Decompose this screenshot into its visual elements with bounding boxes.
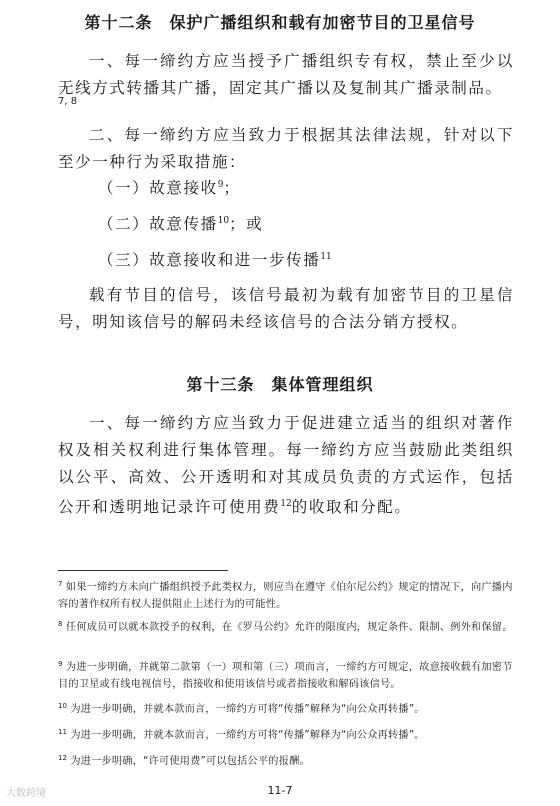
footnote-9 <box>58 656 520 693</box>
item-text: （三）故意接收和进一步传播 <box>98 251 321 269</box>
article-13-heading: 第十三条 集体管理组织 <box>186 375 374 394</box>
footnote-ref-10[interactable]: 10 <box>217 216 230 226</box>
footnote-number: 8 <box>58 620 63 628</box>
article-12-para-1: 一、每一缔约方应当授予广播组织专有权，禁止至少以无线方式转播其广播，固定其广播以及复制其广播录制品。 <box>58 52 514 97</box>
footnote-12 <box>58 750 520 770</box>
footnote-text: 任何成员可以就本款授予的权利，在《罗马公约》允许的限度内，规定条件、限制、例外和保留。 <box>65 622 513 633</box>
footnote-divider <box>58 570 228 571</box>
item-tail: ； <box>223 179 241 197</box>
footnote-ref-9[interactable]: 9 <box>217 180 224 190</box>
footnote-number: 9 <box>58 660 63 668</box>
article-12-heading: 第十二条 保护广播组织和载有加密节目的卫星信号 <box>84 13 476 32</box>
item-text: （一）故意接收 <box>98 179 218 197</box>
footnote-number: 7 <box>58 580 63 588</box>
footnote-ref-11[interactable]: 11 <box>320 252 332 262</box>
watermark: 大数跨境 <box>6 788 46 799</box>
article-13-para-1 <box>58 410 514 521</box>
footnote-number: 12 <box>58 754 67 762</box>
footnote-8 <box>58 616 520 636</box>
footnote-10 <box>58 698 520 718</box>
footnote-number: 10 <box>58 702 67 710</box>
item-text: （二）故意传播 <box>98 215 218 233</box>
footnote-text: 如果一缔约方未向广播组织授予此类权力，则应当在遵守《伯尔尼公约》规定的情况下，向广播内容的著作权所有权人提供阻止上述行为的可能性。 <box>58 582 513 610</box>
article-12-para-3: 载有节目的信号，该信号最初为载有加密节目的卫星信号，明知该信号的解码未经该信号的合法分销方授权。 <box>58 286 514 331</box>
footnote-7 <box>58 576 520 613</box>
footnote-text: 为进一步明确，并就本款而言，一缔约方可将“传播”解释为“向公众再转播”。 <box>70 730 425 741</box>
para-text: 一、每一缔约方应当致力于促进建立适当的组织对著作权及相关权利进行集体管理。每一缔约方应当鼓励此类组织以公平、高效、公开透明和对其成员负责的方式运作，包括公开和透明地记录许可使用费 <box>58 414 514 516</box>
item-tail: ；或 <box>229 215 264 233</box>
footnote-11 <box>58 724 520 744</box>
footnote-ref-12[interactable]: 12 <box>280 499 292 509</box>
article-12-item-1 <box>98 176 241 198</box>
footnote-text: 为进一步明确，“许可使用费”可以包括公平的报酬。 <box>70 756 310 767</box>
para-text-end: 的收取和分配。 <box>291 498 412 516</box>
page-number: 11-7 <box>267 784 293 797</box>
footnote-text: 为进一步明确，并就本款而言，一缔约方可将“传播”解释为“向公众再转播”。 <box>70 704 425 715</box>
footnote-text: 为进一步明确，并就第二款第（一）项和第（三）项而言，一缔约方可规定，故意接收载有加密节目的卫星或有线电视信号，指接收和使用该信号或者指接收和解码该信号。 <box>58 662 513 690</box>
article-12-para-2: 二、每一缔约方应当致力于根据其法律法规，针对以下至少一种行为采取措施： <box>58 126 514 171</box>
footnote-number: 11 <box>58 728 67 736</box>
article-12-item-2 <box>98 212 263 234</box>
article-12-para-1-footnote-refs: 7, 8 <box>58 96 78 107</box>
article-12-item-3 <box>98 248 332 270</box>
